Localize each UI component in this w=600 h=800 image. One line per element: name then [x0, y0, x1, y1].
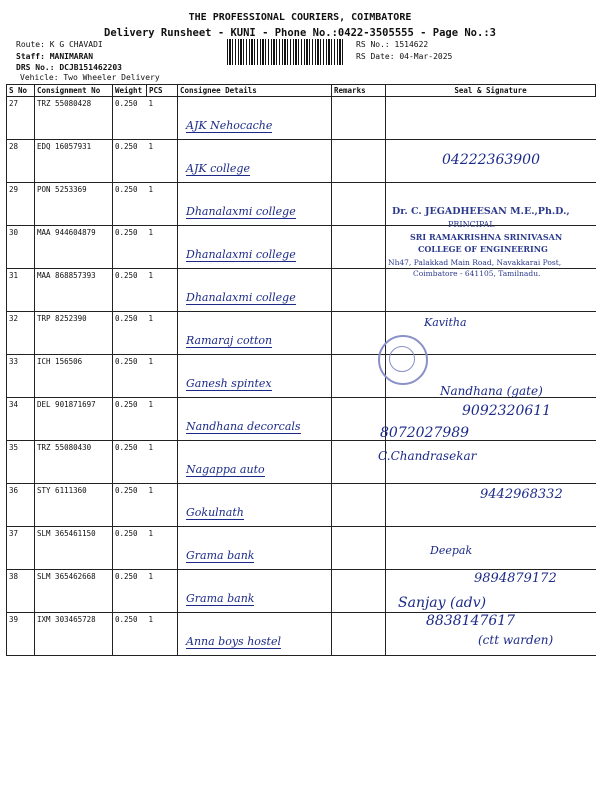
cell-consignee — [178, 97, 332, 140]
cell-remarks — [332, 183, 386, 226]
consignee-handwriting: AJK Nehocache — [186, 119, 273, 132]
col-sno: S No — [7, 85, 35, 97]
cell-pcs: 1 — [147, 312, 178, 355]
rs-date: RS Date: 04-Mar-2025 — [356, 52, 453, 61]
cell-consignee — [178, 484, 332, 527]
consignee-handwriting: Dhanalaxmi college — [186, 248, 296, 261]
consignee-handwriting: Nagappa auto — [186, 463, 265, 476]
cell-weight: 0.250 — [113, 441, 147, 484]
cell-remarks — [332, 398, 386, 441]
cell-seal — [386, 527, 596, 570]
seal-role: PRINCIPAL — [448, 220, 495, 229]
cell-consignment: PON 5253369 — [35, 183, 113, 226]
cell-consignment: SLM 365461150 — [35, 527, 113, 570]
col-consignee: Consignee Details — [178, 85, 332, 97]
cell-pcs: 1 — [147, 613, 178, 656]
cell-weight: 0.250 — [113, 312, 147, 355]
col-pcs: PCS — [147, 85, 178, 97]
cell-sno: 34 — [7, 398, 35, 441]
signature-chandrasekar: C.Chandrasekar — [378, 449, 477, 463]
cell-consignment: STY 6111360 — [35, 484, 113, 527]
cell-pcs: 1 — [147, 441, 178, 484]
cell-weight: 0.250 — [113, 355, 147, 398]
vehicle-label: Vehicle: Two Wheeler Delivery — [20, 73, 160, 82]
cell-consignee — [178, 226, 332, 269]
consignee-handwriting: Gokulnath — [186, 506, 244, 519]
cell-pcs: 1 — [147, 484, 178, 527]
cell-consignee — [178, 398, 332, 441]
cell-pcs: 1 — [147, 269, 178, 312]
cell-remarks — [332, 269, 386, 312]
cell-pcs: 1 — [147, 140, 178, 183]
table-row — [7, 527, 596, 570]
seal-college2: COLLEGE OF ENGINEERING — [418, 244, 548, 254]
signature-warden: (ctt warden) — [478, 633, 554, 647]
cell-consignment: MAA 868857393 — [35, 269, 113, 312]
cell-consignee — [178, 183, 332, 226]
cell-remarks — [332, 312, 386, 355]
cell-weight: 0.250 — [113, 226, 147, 269]
cell-consignment: ICH 156506 — [35, 355, 113, 398]
consignee-handwriting: Dhanalaxmi college — [186, 291, 296, 304]
barcode — [227, 39, 345, 65]
cell-consignment: EDQ 16057931 — [35, 140, 113, 183]
cell-consignee — [178, 613, 332, 656]
cell-consignee — [178, 312, 332, 355]
seal-address2: Coimbatore - 641105, Tamilnadu. — [413, 269, 541, 278]
consignee-handwriting: Dhanalaxmi college — [186, 205, 296, 218]
cell-seal — [386, 97, 596, 140]
signature-phone-6: 8838147617 — [426, 613, 516, 629]
cell-consignee — [178, 355, 332, 398]
cell-consignment: TRZ 55080430 — [35, 441, 113, 484]
cell-remarks — [332, 226, 386, 269]
table-row — [7, 441, 596, 484]
cell-remarks — [332, 140, 386, 183]
table-row — [7, 97, 596, 140]
cell-pcs: 1 — [147, 527, 178, 570]
cell-pcs: 1 — [147, 183, 178, 226]
signature-deepak: Deepak — [430, 544, 473, 557]
cell-remarks — [332, 613, 386, 656]
cell-consignment: DEL 901871697 — [35, 398, 113, 441]
cell-weight: 0.250 — [113, 484, 147, 527]
consignee-handwriting: Nandhana decorcals — [186, 420, 301, 433]
col-consignment: Consignment No — [35, 85, 113, 97]
rs-number: RS No.: 1514622 — [356, 40, 429, 49]
courier-stamp — [378, 335, 428, 385]
cell-sno: 37 — [7, 527, 35, 570]
seal-college: SRI RAMAKRISHNA SRINIVASAN — [410, 232, 563, 242]
cell-sno: 38 — [7, 570, 35, 613]
cell-sno: 29 — [7, 183, 35, 226]
runsheet-subtitle: Delivery Runsheet - KUNI - Phone No.:0422-3505555 - Page No.:3 — [104, 27, 496, 39]
cell-pcs: 1 — [147, 398, 178, 441]
signature-sanjay: Sanjay (adv) — [398, 595, 487, 611]
consignee-handwriting: Ganesh spintex — [186, 377, 272, 390]
cell-consignee — [178, 441, 332, 484]
cell-consignee — [178, 269, 332, 312]
cell-sno: 39 — [7, 613, 35, 656]
col-weight: Weight — [113, 85, 147, 97]
consignee-handwriting: Grama bank — [186, 549, 255, 562]
seal-name: Dr. C. JEGADHEESAN M.E.,Ph.D., — [392, 206, 570, 217]
cell-weight: 0.250 — [113, 527, 147, 570]
company-title: THE PROFESSIONAL COURIERS, COIMBATORE — [188, 12, 412, 23]
cell-consignment: TRP 8252390 — [35, 312, 113, 355]
cell-pcs: 1 — [147, 97, 178, 140]
route-label: Route: K G CHAVADI — [16, 40, 103, 49]
drs-label: DRS No.: DCJB151462203 — [16, 63, 122, 72]
signature-nandhana: Nandhana (gate) — [440, 384, 543, 398]
seal-address: Nh47, Palakkad Main Road, Navakkarai Post, — [388, 258, 562, 267]
cell-consignee — [178, 570, 332, 613]
cell-weight: 0.250 — [113, 398, 147, 441]
cell-sno: 33 — [7, 355, 35, 398]
cell-pcs: 1 — [147, 355, 178, 398]
cell-sno: 28 — [7, 140, 35, 183]
consignee-handwriting: AJK college — [186, 162, 250, 175]
signature-phone-1: 04222363900 — [442, 152, 540, 168]
cell-remarks — [332, 527, 386, 570]
table-row — [7, 312, 596, 355]
table-row — [7, 183, 596, 226]
consignee-handwriting: Grama bank — [186, 592, 255, 605]
cell-sno: 35 — [7, 441, 35, 484]
cell-weight: 0.250 — [113, 570, 147, 613]
cell-weight: 0.250 — [113, 140, 147, 183]
signature-phone-5: 9894879172 — [474, 571, 557, 586]
cell-sno: 31 — [7, 269, 35, 312]
cell-consignee — [178, 140, 332, 183]
cell-remarks — [332, 97, 386, 140]
cell-weight: 0.250 — [113, 97, 147, 140]
col-seal: Seal & Signature — [386, 85, 596, 97]
cell-sno: 30 — [7, 226, 35, 269]
table-header — [7, 85, 596, 97]
cell-remarks — [332, 484, 386, 527]
cell-sno: 27 — [7, 97, 35, 140]
consignee-handwriting: Anna boys hostel — [186, 635, 281, 648]
cell-pcs: 1 — [147, 226, 178, 269]
signature-phone-2: 9092320611 — [462, 403, 552, 419]
cell-weight: 0.250 — [113, 183, 147, 226]
signature-phone-4: 9442968332 — [480, 487, 563, 502]
col-remarks: Remarks — [332, 85, 386, 97]
cell-consignment: IXM 303465728 — [35, 613, 113, 656]
cell-sno: 36 — [7, 484, 35, 527]
cell-consignment: MAA 944604879 — [35, 226, 113, 269]
cell-sno: 32 — [7, 312, 35, 355]
consignee-handwriting: Ramaraj cotton — [186, 334, 273, 347]
cell-consignment: TRZ 55080428 — [35, 97, 113, 140]
signature-kavitha: Kavitha — [424, 316, 467, 329]
cell-remarks — [332, 570, 386, 613]
cell-pcs: 1 — [147, 570, 178, 613]
cell-consignee — [178, 527, 332, 570]
cell-weight: 0.250 — [113, 613, 147, 656]
cell-consignment: SLM 365462668 — [35, 570, 113, 613]
staff-label: Staff: MANIMARAN — [16, 52, 94, 61]
signature-phone-3: 8072027989 — [380, 425, 470, 441]
cell-weight: 0.250 — [113, 269, 147, 312]
